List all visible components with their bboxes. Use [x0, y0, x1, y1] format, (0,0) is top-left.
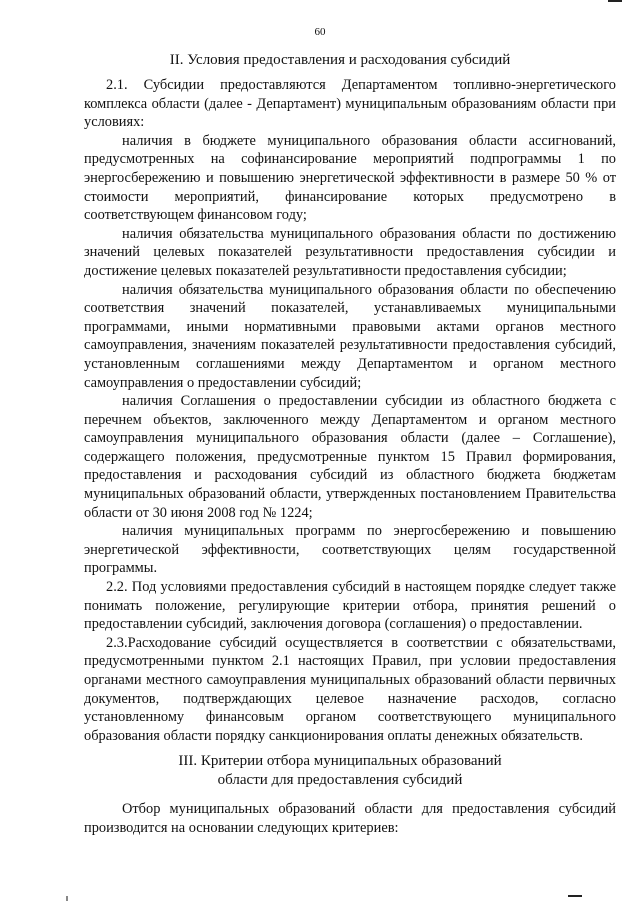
condition-municipal-programs: наличия муниципальных программ по энергосбережению и повышению энергетической эффективности, соответствующих целям государственной программы.: [84, 523, 616, 577]
section-2-body: [84, 76, 616, 745]
scan-mark-top: [608, 0, 622, 2]
section-3-body: [84, 800, 616, 837]
condition-subsidy-agreement: наличия Соглашения о предоставлении субсидии из областного бюджета с перечнем объектов, заключенного между Департаментом и органом местного самоуправления муниципального образования области (далее – Соглашение), содержащего положения, предусмотренные пунктом 15 Правил формирования, предоставления и расходования субсидий из областного бюджета бюджетам муниципальных образований области, утвержденных постановлением Правительства области от 30 июня 2008 год № 1224;: [84, 393, 616, 521]
section-3-heading-line-2: области для предоставления субсидий: [217, 772, 463, 788]
scan-mark-bottom: [568, 895, 582, 897]
section-3-heading-line-1: III. Критерии отбора муниципальных образований: [178, 753, 502, 769]
paragraph-2-2: 2.2. Под условиями предоставления субсидий в настоящем порядке следует также понимать положение, регулирующие критерии отбора, принятия решений о предоставлении субсидий, заключения договора (соглашения) о предоставлении.: [84, 579, 616, 633]
section-3-heading: [60, 752, 620, 790]
section-2-heading: II. Условия предоставления и расходования субсидий: [169, 52, 511, 68]
condition-budget-allocations: наличия в бюджете муниципального образования области ассигнований, предусмотренных на софинансирование мероприятий подпрограммы 1 по энергосбережению и повышению энергетической эффективности в размере 50 % от стоимости мероприятий, финансирование которых предусмотрено в соответствующем финансовом году;: [84, 132, 616, 224]
condition-indicator-compliance: наличия обязательства муниципального образования области по обеспечению соответствия значений показателей, устанавливаемых муниципальными программами, иными нормативными правовыми актами органов местного самоуправления, значениям показателей результативности предоставления субсидий, установленным соглашениями между Департаментом и органом местного самоуправления о предоставлении субсидий;: [84, 281, 616, 391]
scan-mark-left: [66, 896, 68, 901]
condition-target-indicators: наличия обязательства муниципального образования области по достижению значений целевых показателей результативности предоставления субсидии и достижение целевых показателей результативности предоставления субсидии;: [84, 225, 616, 279]
selection-criteria-intro: Отбор муниципальных образований области для предоставления субсидий производится на основании следующих критериев:: [84, 801, 616, 836]
paragraph-2-1: 2.1. Субсидии предоставляются Департаментом топливно-энергетического комплекса области (далее - Департамент) муниципальным образованиям области при условиях:: [84, 77, 616, 131]
page-number: 60: [314, 26, 326, 38]
paragraph-2-3: 2.3.Расходование субсидий осуществляется в соответствии с обязательствами, предусмотренными пунктом 2.1 настоящих Правил, при условии предоставления органами местного самоуправления муниципальных образований области первичных документов, подтверждающих целевое назначение расходов, согласно установленному финансовым органом соответствующего муниципального образования области порядку санкционирования оплаты денежных обязательств.: [84, 634, 616, 744]
